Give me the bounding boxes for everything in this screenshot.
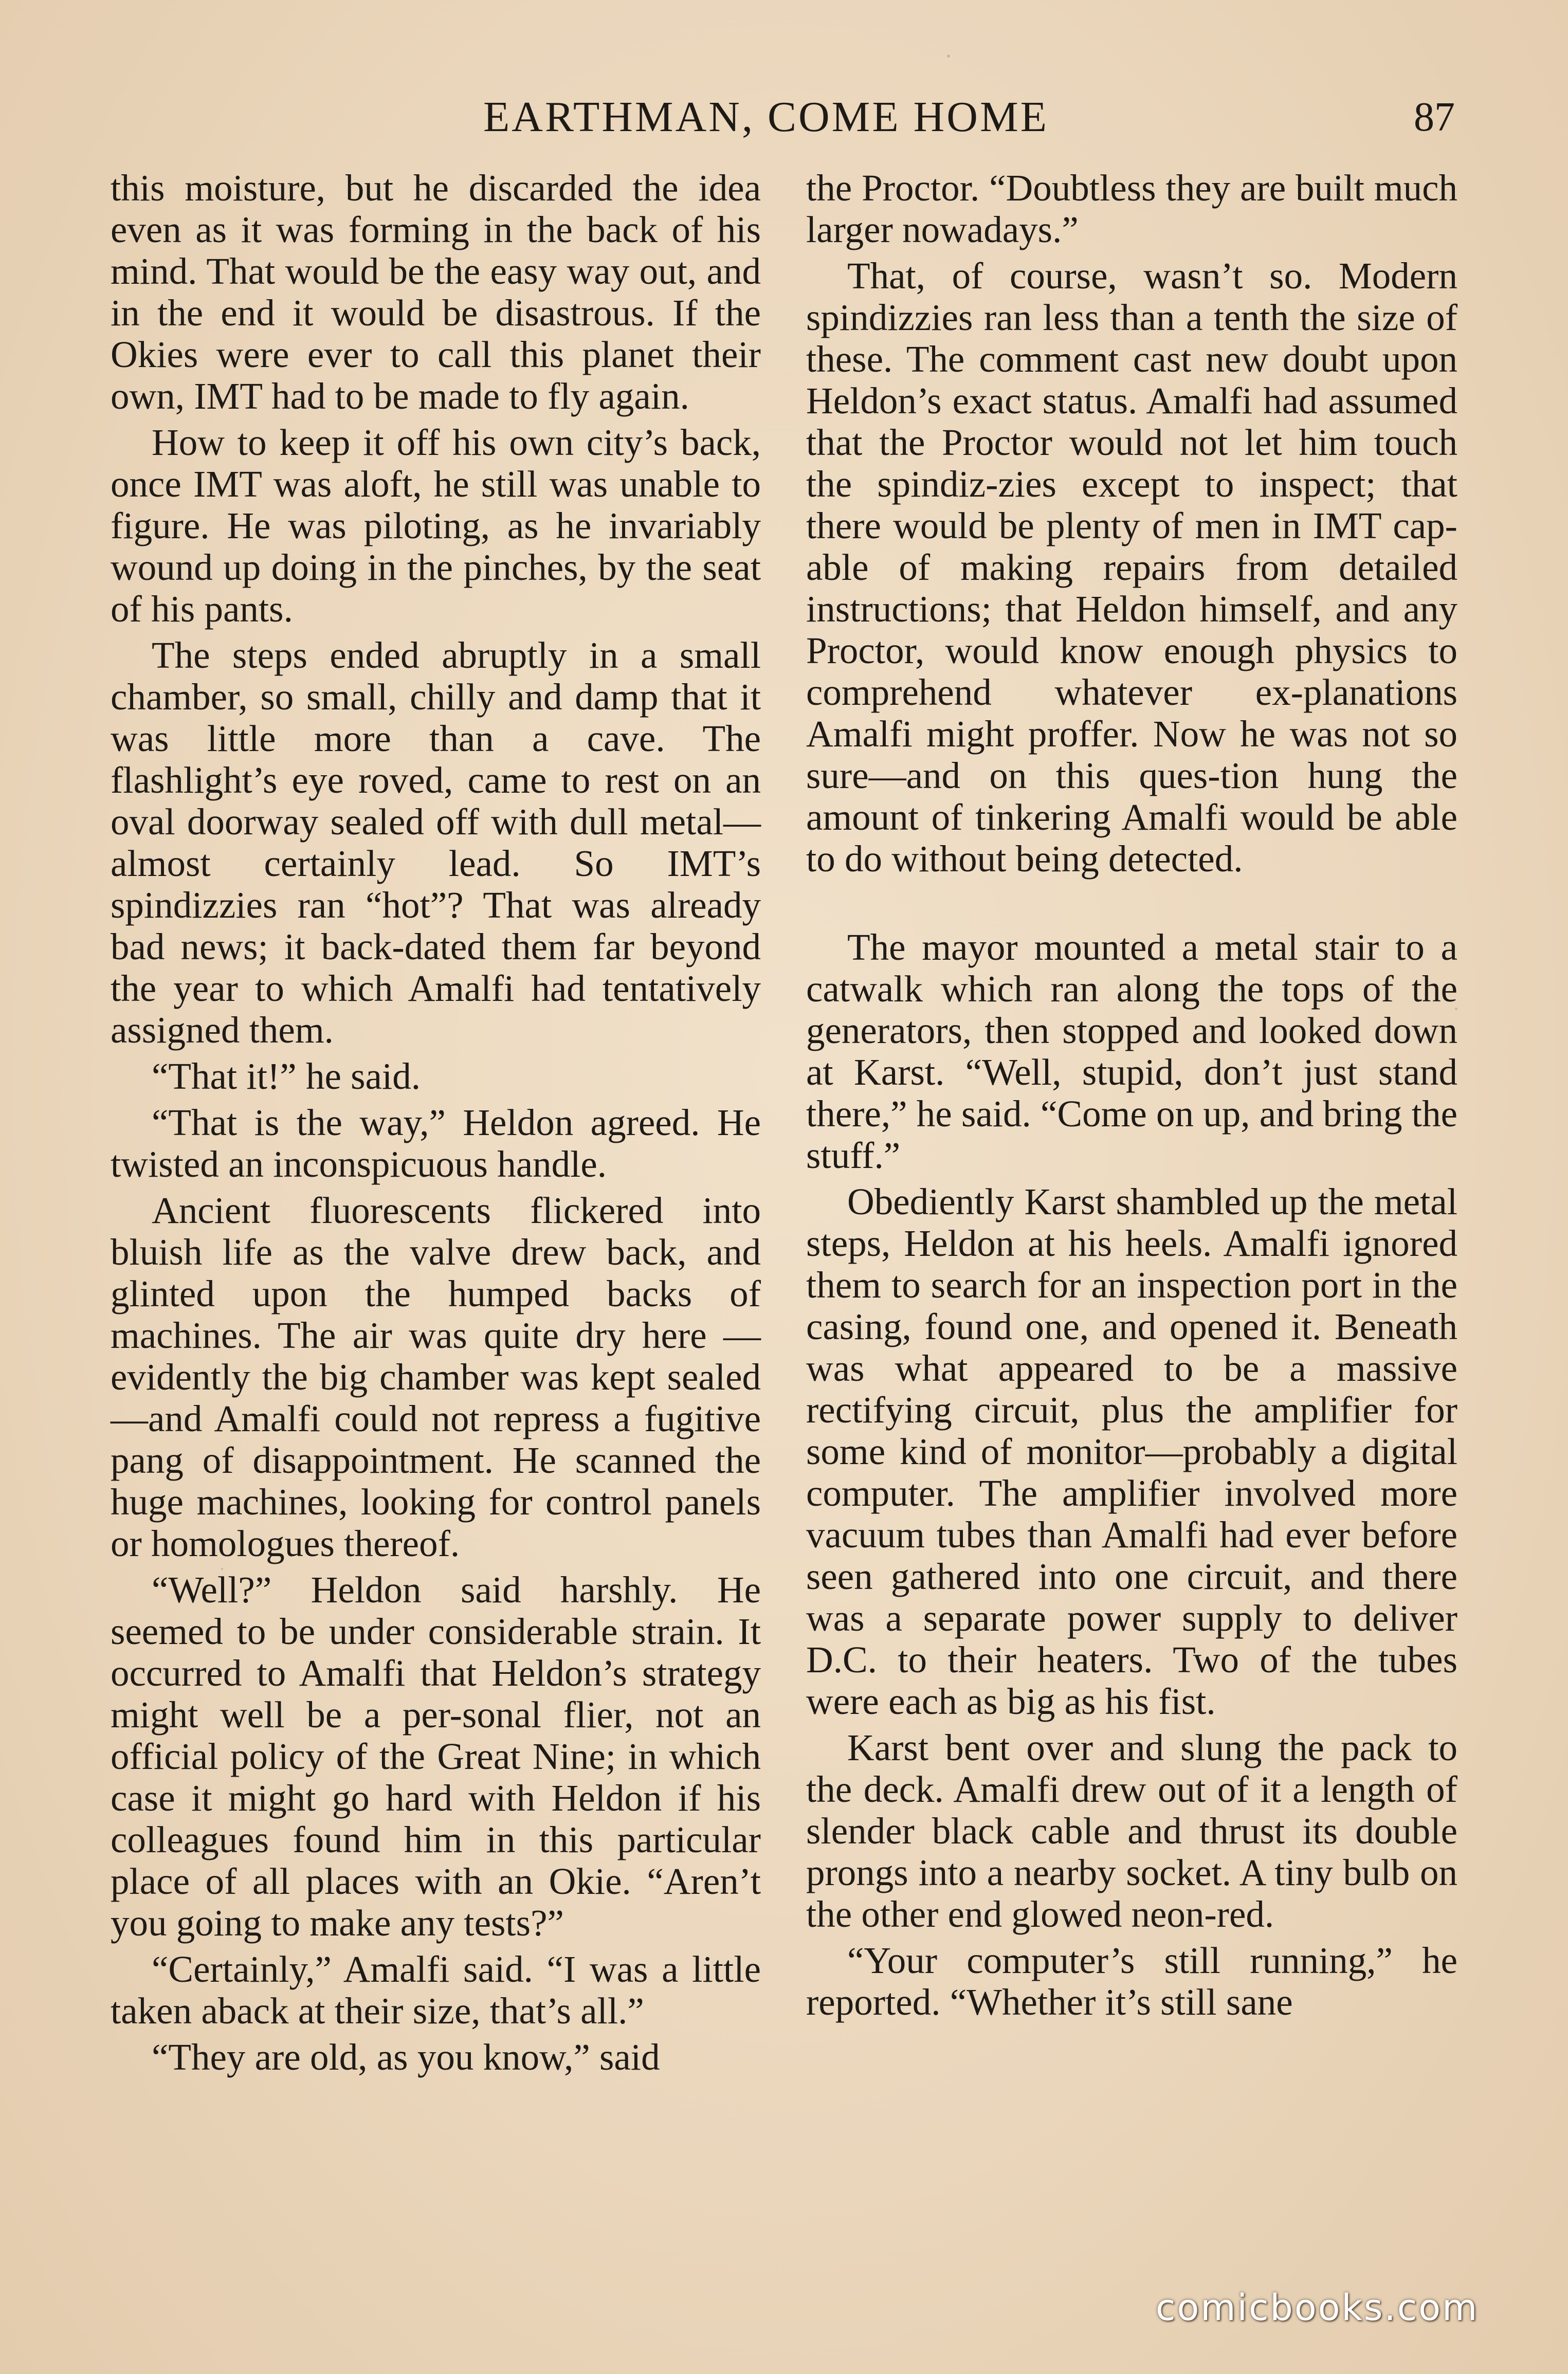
paragraph: Ancient fluorescents flickered into bluish life as the valve drew back, and glinted upon the humped backs of machines. The air was quite dry here —evidently the big chamber was kept sealed—and Amalfi could not repress a fugitive pang of disappointment. He scanned the huge machines, looking for control panels or homologues thereof. <box>111 1190 761 1564</box>
page-header <box>0 92 1568 143</box>
paragraph: Karst bent over and slung the pack to the deck. Amalfi drew out of it a length of slender black cable and thrust its double prongs into a nearby socket. A tiny bulb on the other end glowed neon-red. <box>806 1727 1457 1935</box>
paragraph: “Certainly,” Amalfi said. “I was a little taken aback at their size, that’s all.” <box>111 1948 761 2032</box>
paper-speck <box>221 1568 223 1570</box>
right-column <box>806 167 1457 2028</box>
paragraph: That, of course, wasn’t so. Modern spindizzies ran less than a tenth the size of these. The comment cast new doubt upon Heldon’s exact status. Amalfi had assumed that the Proctor would not let him touch the spindiz-zies except to inspect; that there would be plenty of men in IMT cap-able of making repairs from detailed instructions; that Heldon himself, and any Proctor, would know enough physics to comprehend whatever ex-planations Amalfi might proffer. Now he was not so sure—and on this ques-tion hung the amount of tinkering Amalfi would be able to do without being detected. <box>806 255 1457 880</box>
left-column <box>111 167 761 2083</box>
paper-speck <box>1455 1008 1457 1010</box>
watermark: comicbooks.com <box>1156 2287 1479 2329</box>
paper-speck <box>947 54 950 58</box>
paragraph: “Your computer’s still running,” he reported. “Whether it’s still sane <box>806 1940 1457 2023</box>
paragraph: The mayor mounted a metal stair to a catwalk which ran along the tops of the generators, then stopped and looked down at Karst. “Well, stupid, don’t just stand there,” he said. “Come on up, and bring the stuff.” <box>806 926 1457 1176</box>
section-break <box>806 884 1457 926</box>
paragraph: How to keep it off his own city’s back, once IMT was aloft, he still was unable to figure. He was piloting, as he invariably wound up doing in the pinches, by the seat of his pants. <box>111 422 761 630</box>
paragraph: “Well?” Heldon said harshly. He seemed to be under considerable strain. It occurred to Amalfi that Heldon’s strategy might well be a per-sonal flier, not an official policy of the Great Nine; in which case it might go hard with Heldon if his colleagues found him in this particular place of all places with an Okie. “Aren’t you going to make any tests?” <box>111 1569 761 1944</box>
paragraph: “They are old, as you know,” said <box>152 2036 660 2078</box>
paragraph: the Proctor. “Doubtless they are built much larger nowadays.” <box>806 167 1457 250</box>
paragraph: “That it!” he said. <box>152 1055 421 1097</box>
paragraph: The steps ended abruptly in a small chamber, so small, chilly and damp that it was little more than a cave. The flashlight’s eye roved, came to rest on an oval doorway sealed off with dull metal—almost certainly lead. So IMT’s spindizzies ran “hot”? That was already bad news; it back-dated them far beyond the year to which Amalfi had tentatively assigned them. <box>111 634 761 1051</box>
running-title: EARTHMAN, COME HOME <box>483 93 1049 141</box>
paragraph: this moisture, but he discarded the idea even as it was forming in the back of his mind. That would be the easy way out, and in the end it would be disastrous. If the Okies were ever to call this planet their own, IMT had to be made to fly again. <box>111 167 761 417</box>
page-number: 87 <box>1414 95 1455 140</box>
paragraph: Obediently Karst shambled up the metal steps, Heldon at his heels. Amalfi ignored them to search for an inspection port in the casing, found one, and opened it. Beneath was what appeared to be a massive rectifying circuit, plus the amplifier for some kind of monitor—probably a digital computer. The amplifier involved more vacuum tubes than Amalfi had ever before seen gathered into one circuit, and there was a separate power supply to deliver D.C. to their heaters. Two of the tubes were each as big as his fist. <box>806 1181 1457 1722</box>
paragraph: “That is the way,” Heldon agreed. He twisted an inconspicuous handle. <box>111 1102 761 1185</box>
